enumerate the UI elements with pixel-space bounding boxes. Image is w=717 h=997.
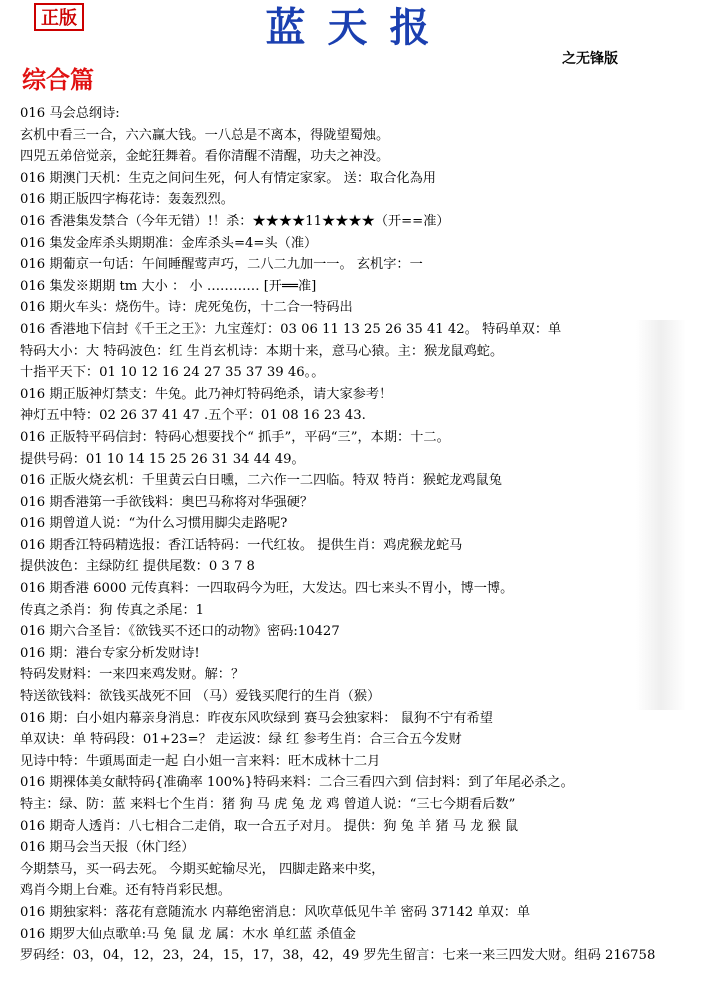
text-line: 特主：绿、防：蓝 来料七个生肖：猪 狗 马 虎 兔 龙 鸡 曾道人说：“三七今期看后数” [20, 797, 516, 812]
text-line: 016 马会总纲诗: [20, 106, 120, 121]
text-line: 016 期香港第一手欲钱料：奥巴马称将对华强硬？ [20, 494, 314, 510]
text-line: 四兕五弟倍觉亲，金蛇狂舞着。看你清醒不清醒，功夫之神没。 [20, 149, 390, 165]
text-line: 见诗中特：牛頭馬面走一起 白小姐一言来料：旺木成林十二月 [20, 753, 381, 769]
text-line: 016 香港地下信封《千王之王》：九宝莲灯：03 06 11 13 25 26 35 41 42。 特码单双：单 [20, 321, 562, 337]
text-line: 016 期：港台专家分析发财诗! [20, 645, 200, 661]
text-line: 016 香港集发禁合（今年无错）!！杀：★★★★11★★★★（开==准） [20, 213, 450, 229]
text-line: 016 集发※期期 tm 大小 ： 小 ………… [开══准] [20, 278, 317, 294]
text-line: 016 期正版神灯禁支：牛兔。此乃神灯特码绝杀，请大家参考！ [20, 386, 393, 402]
text-line: 016 期罗大仙点歌单:马 兔 鼠 龙 属：木水 单红蓝 杀值金 [20, 926, 356, 942]
text-line: 今期禁马，买一码去死。 今期买蛇输尽光， 四脚走路来中奖， [20, 861, 385, 877]
text-line: 单双诀：单 特码段：01+23=？ 走运波：绿 红 参考生肖：合三合五今发财 [20, 732, 462, 748]
text-line: 特码发财料：一来四来鸡发财。解：？ [20, 667, 245, 683]
text-line: 016 期火车头：烧伤牛。诗：虎死兔伤，十二合一特码出 [20, 300, 353, 316]
content-body [20, 103, 710, 967]
text-line: 016 期曾道人说：“为什么习惯用脚尖走路呢? [20, 516, 288, 532]
text-line: 016 期奇人透肖：八七相合二走俏，取一合五子对月。 提供：狗 兔 羊 猪 马 龙 猴 鼠 [20, 818, 519, 834]
text-line: 特送欲钱料：欲钱买战死不回 （马）爱钱买爬行的生肖（猴） [20, 689, 381, 705]
text-line: 罗码经：03，04，12，23，24，15，17，38，42，49 罗先生留言：七来一来三四发大财。组码 216758 [20, 948, 656, 964]
text-line: 016 期独家料：落花有意随流水 内幕绝密消息：风吹草低见牛羊 密码 37142 单双：单 [20, 904, 531, 920]
text-line: 玄机中看三一合，六六赢大钱。一八总是不离本，得陇望蜀烛。 [20, 127, 390, 143]
text-line: 016 期马会当天报（休门经） [20, 840, 195, 856]
section-heading: 综合篇 [22, 66, 94, 94]
text-line: 016 期裸体美女献特码{准确率 100%}特码来料：二合三看四六到 信封料：到了年尾必杀之。 [20, 775, 574, 791]
text-line: 016 期澳门天机：生克之间问生死，何人有情定家家。 送：取合化為用 [20, 170, 436, 186]
text-line: 鸡肖今期上台难。还有特肖彩民想。 [20, 883, 231, 899]
text-line: 016 期六合圣旨：《欲钱买不还口的动物》密码:10427 [20, 624, 340, 640]
text-line: 016 正版火烧玄机：千里黄云白日曛，二六作一二四临。特双 特肖：猴蛇龙鸡鼠兔 [20, 473, 502, 489]
text-line: 016 期葡京一句话：午间睡醒莺声巧，二八二九加一一。 玄机字：一 [20, 257, 423, 273]
text-line: 016 正版特平码信封：特码心想要找个“ 抓手”，平码“三”，本期：十二。 [20, 429, 450, 445]
text-line: 神灯五中特：02 26 37 41 47 .五个平：01 08 16 23 43. [20, 408, 366, 424]
text-line: 016 期香港 6000 元传真料：一四取码今为旺，大发达。四七来头不胃小，博一博。 [20, 581, 514, 597]
text-line: 016 期正版四字梅花诗：轰轰烈烈。 [20, 192, 234, 208]
text-line: 016 集发金库杀头期期准：金库杀头=4=头（准） [20, 235, 318, 251]
text-line: 提供号码：01 10 14 15 25 26 31 34 44 49。 [20, 451, 305, 467]
text-line: 提供波色：主绿防红 提供尾数：0 3 7 8 [20, 559, 255, 575]
text-line: 016 期香江特码精选报：香江话特码：一代红妆。 提供生肖：鸡虎猴龙蛇马 [20, 537, 463, 553]
page-title: 蓝天报 [265, 4, 452, 51]
genuine-badge: 正版 [34, 3, 84, 31]
edition-label: 之无锋版 [562, 51, 618, 67]
text-line: 特码大小：大 特码波色：红 生肖玄机诗：本期十来，意马心猿。主：猴龙鼠鸡蛇。 [20, 343, 504, 359]
text-line: 016 期：白小姐内幕亲身消息：昨夜东风吹绿到 赛马会独家料： 鼠狗不宁有希望 [20, 710, 493, 726]
text-line: 传真之杀肖：狗 传真之杀尾：1 [20, 602, 205, 618]
text-line: 十指平天下：01 10 12 16 24 27 35 37 39 46。。 [20, 365, 325, 381]
